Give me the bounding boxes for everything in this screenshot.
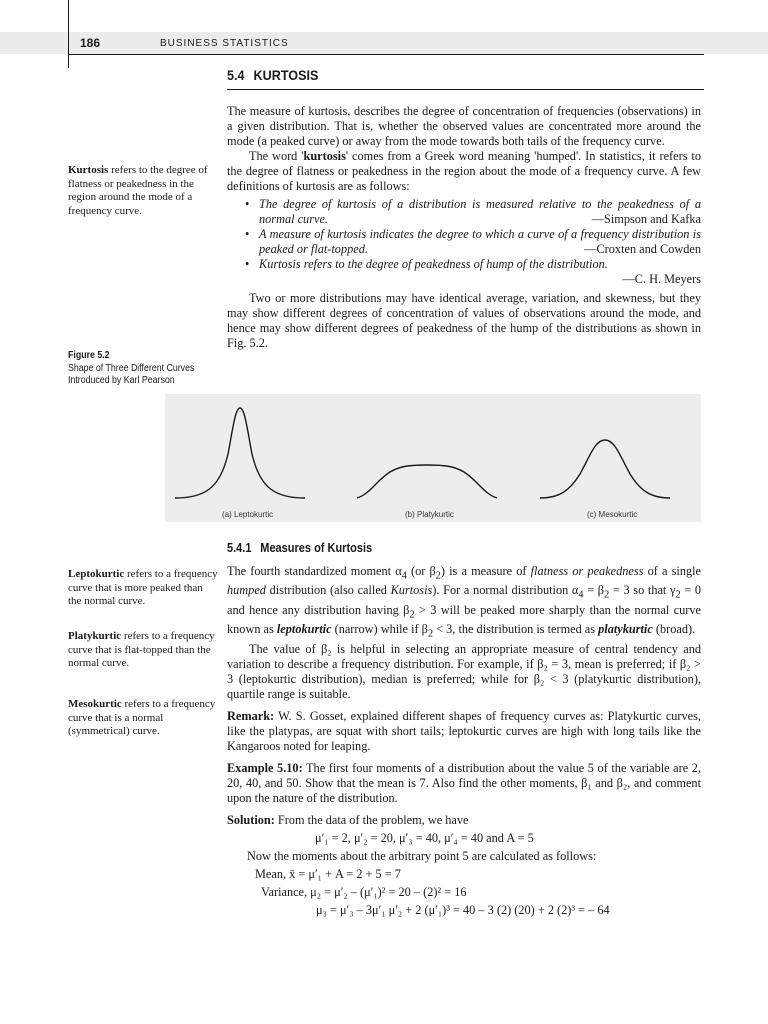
equation-mu3: μ₃ = μ′₃ – 3μ′₁ μ′₂ + 2 (μ′₁)³ = 40 – 3 (2) (20) + 2 (2)³ = – 64 (316, 902, 610, 917)
intro-text-block (227, 104, 701, 351)
moments-intro-line: Now the moments about the arbitrary point 5 are calculated as follows: (247, 848, 597, 863)
measures-text-block (227, 564, 701, 918)
section-rule (227, 89, 704, 90)
definition-author: —C. H. Meyers (622, 272, 701, 286)
kurtosis-curves-figure (165, 394, 701, 522)
subsection-number: 5.4.1 (227, 541, 252, 555)
section-title-text: KURTOSIS (253, 67, 319, 83)
curve-label-platykurtic: (b) Platykurtic (405, 510, 454, 519)
section-title (227, 67, 318, 83)
platykurtic-curve (357, 465, 497, 498)
header-band (0, 32, 768, 54)
header-rule (68, 54, 704, 55)
subsection-title (227, 541, 372, 555)
equation-mean: Mean, x̄ = μ′₁ + A = 2 + 5 = 7 (255, 866, 401, 881)
figure-label: Figure 5.2 (68, 350, 110, 361)
definition-item: • A measure of kurtosis indicates the degree to which a curve of a frequency distribution is peaked or flat-topped. —Croxten and Cowden (227, 227, 701, 257)
definition-author: —Croxten and Cowden (584, 242, 701, 256)
example-paragraph: Example 5.10: The first four moments of a distribution about the value 5 of the variable are 2, 20, 40, and 50. Show that the mean is 7. Also find the other moments, β₁ and β₂, and comment upon the nature of the distribution. (227, 760, 701, 805)
remark-paragraph: Remark: W. S. Gosset, explained different shapes of frequency curves as: Platykurtic curves, like the platypas, are squat with short tails; leptokurtic curves are high with long tails like the Kangaroos noted for leaping. (227, 708, 701, 753)
kurtosis-bold: kurtosis (303, 149, 346, 163)
margin-note-mesokurtic: Mesokurtic refers to a frequency curve that is a normal (symmetrical) curve. (68, 698, 216, 737)
definitions-list (227, 197, 701, 272)
header-vertical-rule (68, 0, 69, 68)
subsection-title-text: Measures of Kurtosis (260, 541, 373, 555)
beta2-value-paragraph: The value of β₂ is helpful in selecting an appropriate measure of central tendency and variation to describe a frequency distribution. For example, if β₂ = 3, mean is preferred; if β₂ > 3 (leptokurtic distribution), median is preferred; while for β₂ < 3 (platykurtic distribution), quartile range is suitable. (227, 641, 701, 701)
kurtosis-word-paragraph: The word 'kurtosis' comes from a Greek word meaning 'humped'. In statistics, it refers to the degree of flatness or peakedness in the region about the mode of a frequency curve. A few definitions of kurtosis are as follows: (227, 149, 701, 193)
margin-note-leptokurtic: Leptokurtic refers to a frequency curve that is more peaked than the normal curve. (68, 568, 218, 607)
margin-note-kurtosis: Kurtosis refers to the degree of flatness or peakedness in the region around the mode of a frequency curve. (68, 164, 208, 217)
mesokurtic-curve (540, 440, 670, 498)
figure-caption-line: Introduced by Karl Pearson (68, 375, 175, 386)
running-head: BUSINESS STATISTICS (160, 38, 289, 49)
equation-variance: Variance, μ₂ = μ′₂ – (μ′₁)² = 20 – (2)² = 16 (261, 884, 467, 899)
kurtosis-curves-svg (165, 394, 701, 522)
solution-paragraph: Solution: From the data of the problem, we have (227, 812, 469, 827)
equation-raw-moments: μ′₁ = 2, μ′₂ = 20, μ′₃ = 40, μ′₄ = 40 and A = 5 (315, 830, 534, 845)
margin-note-platykurtic: Platykurtic refers to a frequency curve that is flat-topped than the normal curve. (68, 630, 215, 669)
section-number: 5.4 (227, 67, 245, 83)
leptokurtic-curve (175, 408, 305, 498)
identical-average-paragraph: Two or more distributions may have identical average, variation, and skewness, but they may show different degrees of concentration of values of observations around the mode, and hence may show different degrees of peakedness of the hump of the distributions as shown in Fig. 5.2. (227, 291, 701, 350)
curve-label-mesokurtic: (c) Mesokurtic (587, 510, 638, 519)
definition-author: —Simpson and Kafka (591, 212, 701, 226)
intro-paragraph: The measure of kurtosis, describes the degree of concentration of frequencies (observations) in a given distribution. That is, whether the observed values are concentrated more around the mode (a peaked curve) or away from the mode towards both tails of the frequency curve. (227, 104, 701, 148)
definition-item: • The degree of kurtosis of a distribution is measured relative to the peakedness of a normal curve. —Simpson and Kafka (227, 197, 701, 227)
page-number: 186 (80, 36, 101, 50)
figure-caption-line: Shape of Three Different Curves (68, 362, 195, 374)
definition-item: • Kurtosis refers to the degree of peakedness of hump of the distribution. (227, 257, 701, 272)
fourth-moment-paragraph: The fourth standardized moment $\alpha_4$ (or $\beta_2$) is a measure of flatness or peakedness of a single humped distribution (also called Kurtosis). For a normal distribution $\alpha_4 = \beta_2 = 3$ so that $\gamma_2 = 0$ and hence any distribution having $\beta_2 > 3$ will be peaked more sharply than the normal curve known as leptokurtic (narrow) while if $\beta_2 < 3$, the distribution is termed as platykurtic (broad). (227, 564, 702, 640)
figure-caption (68, 350, 209, 388)
curve-label-leptokurtic: (a) Leptokurtic (222, 510, 274, 519)
